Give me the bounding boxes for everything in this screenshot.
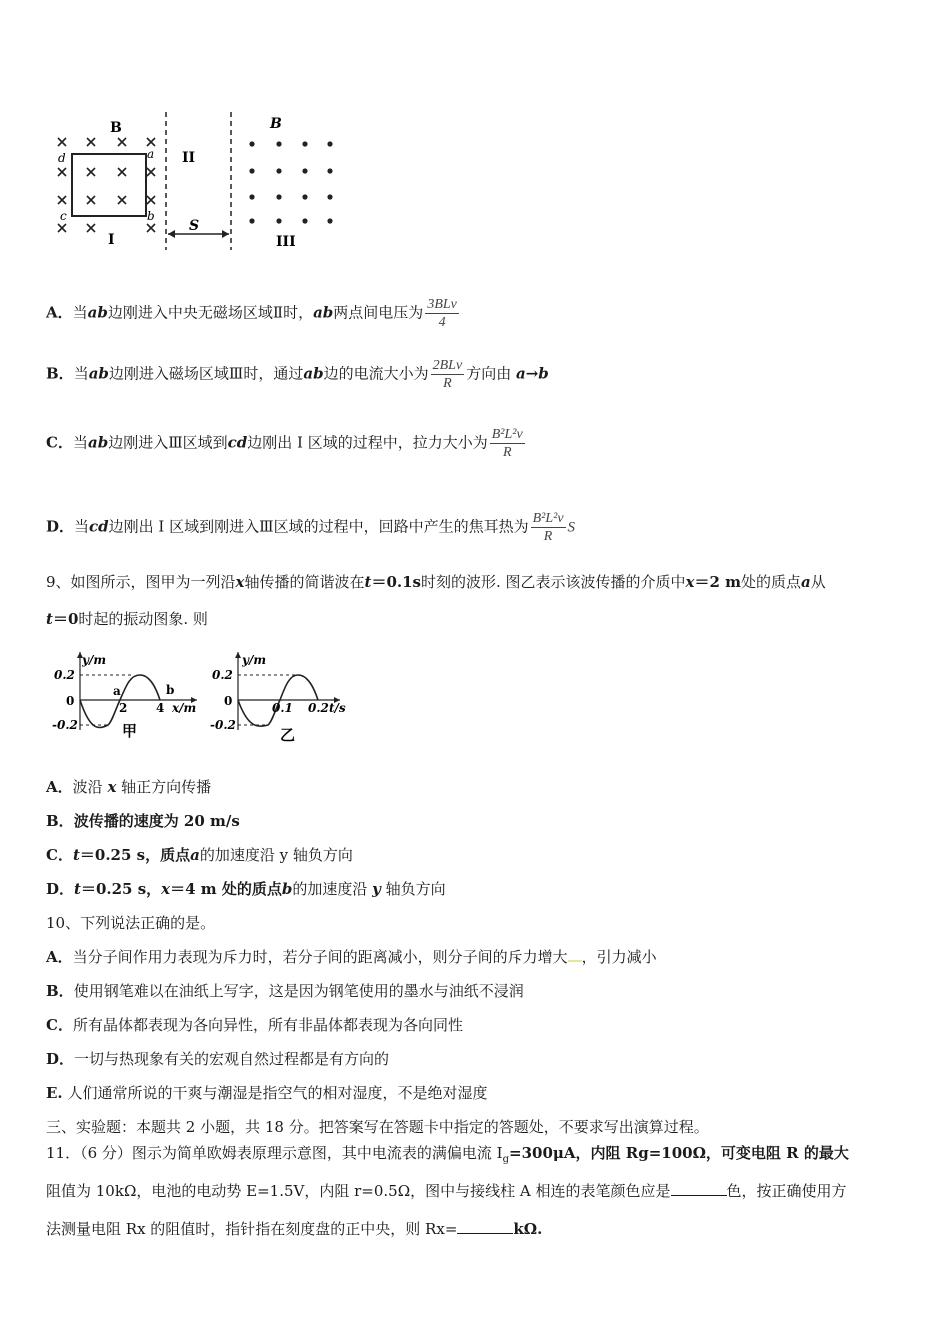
text: 轴负方向: [385, 880, 446, 898]
text: 从: [810, 573, 826, 591]
text: 边的电流大小为: [323, 364, 429, 383]
var-x: x: [685, 573, 695, 591]
label-B-right: B: [270, 116, 282, 132]
text: 轴正方向传播: [121, 778, 212, 796]
x-label: x/m: [172, 701, 197, 715]
var-t: t: [46, 610, 53, 628]
option-key: B．: [46, 364, 74, 383]
text: 当: [73, 364, 89, 383]
text: 轴传播的简谐波在: [244, 573, 365, 591]
text: 边刚进入磁场区域Ⅲ时，通过: [108, 364, 304, 383]
text: 人们通常所说的干爽与潮湿是指空气的相对湿度，不是绝对湿度: [67, 1084, 488, 1102]
text: 当分子间作用力表现为斥力时，若分子间的距离减小，则分子间的斥力增大: [72, 948, 568, 966]
text: 所有晶体都表现为各向异性，所有非晶体都表现为各向同性: [72, 1016, 463, 1034]
var-t: t: [74, 880, 81, 898]
denominator: R: [543, 529, 553, 544]
option-key: A．: [46, 948, 73, 966]
text: 9、如图所示，图甲为一列沿: [46, 573, 236, 591]
text: 11．（6 分）图示为简单欧姆表原理示意图，其中电流表的满偏电流 I: [46, 1144, 503, 1162]
var-ab: ab: [87, 433, 109, 452]
text: 当: [72, 433, 88, 452]
text: 时刻的波形. 图乙表示该波传播的介质中: [421, 573, 686, 591]
var-t: t: [364, 573, 372, 591]
gap-S-label: S: [189, 218, 200, 234]
fraction: [431, 357, 465, 392]
option-key: D．: [46, 517, 75, 536]
var-S: S: [567, 519, 576, 536]
y-label: y/m: [82, 653, 107, 667]
option-key: E.: [46, 1084, 63, 1102]
q9-option-a: [46, 777, 211, 797]
y-label: y/m: [242, 653, 267, 667]
region-I-label: I: [108, 232, 115, 248]
q10-option-c: [46, 1015, 463, 1035]
q10-option-a: [46, 947, 657, 967]
denominator: 4: [438, 315, 446, 330]
region-III-label: III: [276, 234, 296, 250]
q9-option-c: [46, 845, 353, 865]
fraction: [531, 510, 566, 545]
var-cd: cd: [89, 517, 109, 536]
subscript-g: g: [502, 1154, 510, 1165]
option-key: C．: [46, 846, 73, 864]
option-key: D．: [46, 880, 75, 898]
origin-label: 0: [224, 694, 233, 708]
ymin-label: -0.2: [52, 718, 78, 732]
q11-line3: [46, 1219, 542, 1239]
text: 的加速度沿: [292, 880, 368, 898]
q9-stem-line1: [46, 572, 826, 592]
numerator: 3BLv: [427, 297, 457, 312]
q10-option-e: [46, 1083, 487, 1103]
text: 时起的振动图象. 则: [78, 610, 208, 628]
field-out-of-page-dots: [249, 141, 332, 223]
caption-yi: 乙: [280, 726, 296, 744]
numerator: B²L²v: [532, 511, 564, 526]
corner-b-label: b: [147, 209, 155, 223]
text: 边刚进入Ⅲ区域到: [108, 433, 228, 452]
q11-line1: [46, 1143, 849, 1170]
caption-jia: 甲: [122, 722, 138, 740]
var-ab: ab: [303, 364, 324, 383]
var-cd: cd: [227, 433, 248, 452]
magnetic-field-figure: [50, 108, 350, 253]
value: ＝0: [52, 610, 79, 628]
var-a: a: [801, 573, 811, 591]
text: 色，按正确使用方: [726, 1182, 847, 1200]
ymin-label: -0.2: [210, 718, 236, 732]
q9-option-d: [46, 879, 446, 899]
option-key: B．: [46, 982, 74, 1000]
ymax-label: 0.2: [54, 668, 75, 682]
var-t: t: [72, 846, 80, 864]
option-key: D．: [46, 1050, 75, 1068]
value: ＝0.1s: [371, 573, 421, 591]
q9-option-b: [46, 811, 240, 831]
section-3-heading: 三、实验题：本题共 2 小题，共 18 分。把答案写在答题卡中指定的答题处，不要求写出演算过程。: [46, 1118, 709, 1136]
var-y: y: [372, 880, 381, 898]
q8-option-d: [46, 510, 575, 545]
label-B-left: B: [110, 120, 122, 136]
q8-option-a: [46, 296, 461, 331]
y-axis-arrow: [235, 652, 241, 658]
text: ，引力减小: [581, 948, 657, 966]
var-a: a: [190, 846, 200, 864]
region-II-label: II: [182, 150, 196, 166]
q9-stem-line2: [46, 609, 208, 629]
q10-option-b: [46, 981, 524, 1001]
text: 波传播的速度为 20 m/s: [73, 812, 240, 830]
q8-option-b: [46, 357, 549, 392]
option-key: A．: [46, 778, 73, 796]
fraction: [490, 426, 525, 461]
text: 阻值为 10kΩ，电池的电动势 E=1.5V，内阻 r=0.5Ω，图中与接线柱 A 相连的表笔颜色应是: [46, 1182, 671, 1200]
text: 处的质点: [741, 573, 802, 591]
text: 法测量电阻 Rx 的阻值时，指针指在刻度盘的正中央，则 Rx=: [46, 1220, 458, 1238]
wave-figure-yi: [210, 648, 360, 748]
text: 使用钢笔难以在油纸上写字，这是因为钢笔使用的墨水与油纸不浸润: [73, 982, 524, 1000]
option-key: C．: [46, 1016, 73, 1034]
tick-0.2-label: 0.2: [308, 701, 329, 715]
highlight-mark: [568, 948, 582, 962]
point-b-label: b: [166, 683, 175, 697]
text: 当: [74, 517, 90, 536]
text: 边刚进入中央无磁场区域Ⅱ时，: [107, 303, 314, 322]
denominator: R: [502, 445, 512, 460]
numerator: B²L²v: [491, 427, 523, 442]
corner-a-label: a: [147, 147, 155, 161]
text: 方向由: [466, 364, 512, 383]
option-key: A．: [46, 303, 73, 322]
var-ab: ab: [313, 303, 334, 322]
t-label: t/s: [329, 701, 346, 715]
text: ＝0.25 s，质点: [79, 846, 191, 864]
q10-option-d: [46, 1049, 389, 1069]
answer-blank-color[interactable]: [671, 1181, 727, 1196]
text: 边刚出 I 区域到刚进入Ⅲ区域的过程中，回路中产生的焦耳热为: [108, 517, 529, 536]
text: 一切与热现象有关的宏观自然过程都是有方向的: [74, 1050, 390, 1068]
var-x: x: [161, 880, 171, 898]
tick-4-label: 4: [156, 701, 165, 715]
denominator: R: [443, 376, 452, 391]
coil-loop: [72, 154, 146, 216]
text: 当: [72, 303, 88, 322]
text: 的加速度沿 y 轴负方向: [199, 846, 353, 864]
var-x: x: [235, 573, 245, 591]
text: =300μA，内阻 Rg=100Ω，可变电阻 R 的最大: [509, 1144, 849, 1162]
fraction: [425, 296, 459, 331]
wave-figure-jia: [52, 648, 202, 743]
var-ab: ab: [87, 303, 108, 322]
text: 波沿: [72, 778, 103, 796]
point-a-label: a: [113, 684, 121, 698]
direction: a→b: [515, 364, 549, 383]
q8-option-c: [46, 426, 527, 461]
text: kΩ.: [513, 1220, 543, 1238]
answer-blank-rx[interactable]: [457, 1219, 513, 1234]
corner-c-label: c: [60, 209, 67, 223]
option-key: C．: [46, 433, 73, 452]
numerator: 2BLv: [432, 358, 463, 373]
tick-2-label: 2: [119, 701, 128, 715]
text: 两点间电压为: [333, 303, 424, 322]
text: ＝0.25 s，: [80, 880, 162, 898]
value: ＝2 m: [694, 573, 742, 591]
q10-stem: 10、下列说法正确的是。: [46, 914, 216, 932]
var-x: x: [107, 778, 117, 796]
text: 边刚出 I 区域的过程中，拉力大小为: [247, 433, 488, 452]
ymax-label: 0.2: [212, 668, 233, 682]
var-ab: ab: [88, 364, 109, 383]
option-key: B．: [46, 812, 74, 830]
q11-line2: [46, 1181, 847, 1201]
corner-d-label: d: [58, 151, 66, 165]
origin-label: 0: [66, 694, 75, 708]
var-b: b: [281, 880, 293, 898]
tick-0.1-label: 0.1: [272, 701, 293, 715]
text: ＝4 m 处的质点: [170, 880, 282, 898]
